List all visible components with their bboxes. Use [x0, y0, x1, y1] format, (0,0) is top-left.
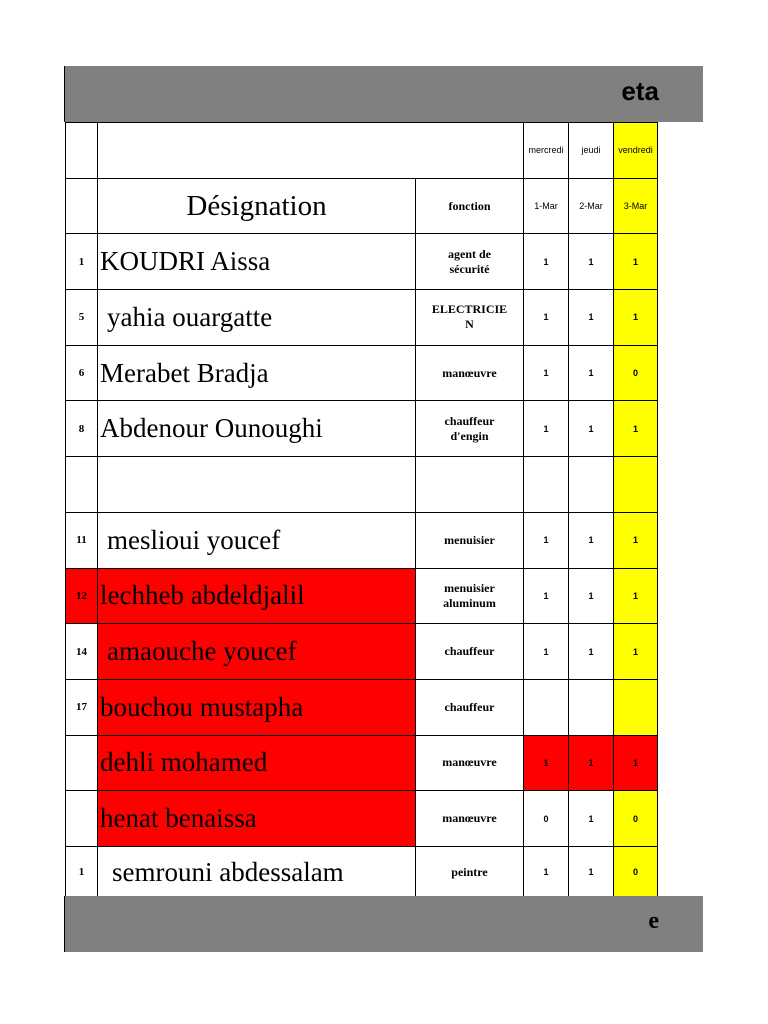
row-number[interactable] — [66, 457, 98, 513]
day-date-3[interactable]: 3-Mar — [614, 178, 658, 234]
table-row — [66, 234, 658, 290]
attendance-day-1[interactable] — [524, 457, 569, 513]
row-number[interactable]: 12 — [66, 568, 98, 624]
table-row — [66, 791, 658, 847]
empty-cell[interactable] — [66, 123, 98, 179]
table-row — [66, 512, 658, 568]
employee-name[interactable]: KOUDRI Aissa — [98, 234, 416, 290]
fonction-line-1: agent de — [448, 246, 491, 261]
fonction-line-1: menuisier — [444, 580, 495, 595]
attendance-day-3[interactable]: 1 — [614, 512, 658, 568]
attendance-day-2[interactable]: 1 — [569, 401, 614, 457]
employee-fonction[interactable]: peintre — [416, 846, 524, 898]
attendance-day-2[interactable]: 1 — [569, 234, 614, 290]
fonction-line-1: ELECTRICIE — [431, 302, 508, 317]
attendance-day-3[interactable]: 1 — [614, 624, 658, 680]
attendance-day-1[interactable]: 1 — [524, 735, 569, 791]
table-row — [66, 401, 658, 457]
employee-name[interactable]: lechheb abdeldjalil — [98, 568, 416, 624]
employee-fonction[interactable] — [416, 401, 524, 457]
attendance-day-2[interactable]: 1 — [569, 512, 614, 568]
fonction-line-2: d'engin — [450, 428, 489, 443]
employee-name[interactable]: bouchou mustapha — [98, 679, 416, 735]
designation-header[interactable]: Désignation — [98, 178, 416, 234]
day-name-2[interactable]: jeudi — [569, 123, 614, 179]
employee-fonction[interactable]: menuisier — [416, 512, 524, 568]
row-number[interactable]: 11 — [66, 512, 98, 568]
attendance-day-3[interactable]: 1 — [614, 401, 658, 457]
row-number[interactable]: 17 — [66, 679, 98, 735]
employee-name[interactable]: semrouni abdessalam — [98, 846, 416, 898]
attendance-day-3[interactable] — [614, 679, 658, 735]
row-number[interactable]: 1 — [66, 846, 98, 898]
employee-fonction[interactable]: chauffeur — [416, 624, 524, 680]
day-date-1[interactable]: 1-Mar — [524, 178, 569, 234]
attendance-day-3[interactable]: 0 — [614, 345, 658, 401]
attendance-day-3[interactable]: 0 — [614, 846, 658, 898]
header-band-text: eta — [621, 76, 659, 106]
attendance-day-2[interactable]: 1 — [569, 735, 614, 791]
employee-fonction[interactable]: chauffeur — [416, 679, 524, 735]
employee-fonction[interactable] — [416, 457, 524, 513]
table-row — [66, 679, 658, 735]
attendance-day-1[interactable]: 1 — [524, 290, 569, 346]
attendance-day-1[interactable]: 1 — [524, 846, 569, 898]
employee-name[interactable]: yahia ouargatte — [98, 290, 416, 346]
employee-name[interactable]: dehli mohamed — [98, 735, 416, 791]
row-number[interactable]: 8 — [66, 401, 98, 457]
fonction-header[interactable]: fonction — [416, 178, 524, 234]
row-number[interactable]: 6 — [66, 345, 98, 401]
attendance-table — [65, 122, 658, 899]
day-names-row — [66, 123, 658, 179]
attendance-day-2[interactable] — [569, 679, 614, 735]
attendance-day-3[interactable]: 1 — [614, 290, 658, 346]
attendance-day-1[interactable]: 1 — [524, 234, 569, 290]
attendance-day-1[interactable]: 0 — [524, 791, 569, 847]
attendance-day-2[interactable]: 1 — [569, 345, 614, 401]
employee-fonction[interactable] — [416, 568, 524, 624]
employee-fonction[interactable]: manœuvre — [416, 735, 524, 791]
attendance-day-2[interactable]: 1 — [569, 290, 614, 346]
attendance-day-2[interactable]: 1 — [569, 846, 614, 898]
footer-band — [64, 896, 703, 952]
attendance-day-3[interactable]: 1 — [614, 735, 658, 791]
employee-name[interactable] — [98, 457, 416, 513]
row-number[interactable]: 5 — [66, 290, 98, 346]
attendance-day-2[interactable]: 1 — [569, 791, 614, 847]
table-row — [66, 457, 658, 513]
attendance-day-3[interactable]: 1 — [614, 234, 658, 290]
employee-fonction[interactable]: manœuvre — [416, 345, 524, 401]
attendance-day-1[interactable]: 1 — [524, 345, 569, 401]
attendance-day-2[interactable]: 1 — [569, 568, 614, 624]
table-row — [66, 735, 658, 791]
header-band — [64, 66, 703, 122]
row-number[interactable] — [66, 735, 98, 791]
attendance-day-1[interactable]: 1 — [524, 401, 569, 457]
attendance-day-1[interactable] — [524, 679, 569, 735]
employee-name[interactable]: meslioui youcef — [98, 512, 416, 568]
table-row — [66, 846, 658, 898]
employee-name[interactable]: henat benaissa — [98, 791, 416, 847]
table-row — [66, 345, 658, 401]
attendance-day-2[interactable]: 1 — [569, 624, 614, 680]
fonction-line-2: N — [465, 317, 474, 332]
employee-fonction[interactable]: manœuvre — [416, 791, 524, 847]
attendance-day-2[interactable] — [569, 457, 614, 513]
employee-name[interactable]: amaouche youcef — [98, 624, 416, 680]
attendance-day-1[interactable]: 1 — [524, 624, 569, 680]
table-row — [66, 290, 658, 346]
table-row — [66, 568, 658, 624]
attendance-day-3[interactable]: 1 — [614, 568, 658, 624]
table-row — [66, 624, 658, 680]
employee-fonction[interactable] — [416, 290, 524, 346]
employee-name[interactable]: Merabet Bradja — [98, 345, 416, 401]
column-header-row — [66, 178, 658, 234]
fonction-line-2: sécurité — [449, 261, 490, 276]
fonction-line-2: aluminum — [443, 595, 496, 610]
employee-name[interactable]: Abdenour Ounoughi — [98, 401, 416, 457]
empty-cell[interactable] — [66, 178, 98, 234]
attendance-day-3[interactable] — [614, 457, 658, 513]
empty-cell[interactable] — [98, 123, 524, 179]
attendance-day-3[interactable]: 0 — [614, 791, 658, 847]
fonction-line-1: chauffeur — [444, 413, 495, 428]
day-name-1[interactable]: mercredi — [524, 123, 569, 179]
row-number[interactable] — [66, 791, 98, 847]
attendance-day-1[interactable]: 1 — [524, 568, 569, 624]
row-number[interactable]: 1 — [66, 234, 98, 290]
employee-fonction[interactable] — [416, 234, 524, 290]
attendance-day-1[interactable]: 1 — [524, 512, 569, 568]
day-name-3[interactable]: vendredi — [614, 123, 658, 179]
footer-band-text: e — [648, 908, 659, 934]
day-date-2[interactable]: 2-Mar — [569, 178, 614, 234]
row-number[interactable]: 14 — [66, 624, 98, 680]
